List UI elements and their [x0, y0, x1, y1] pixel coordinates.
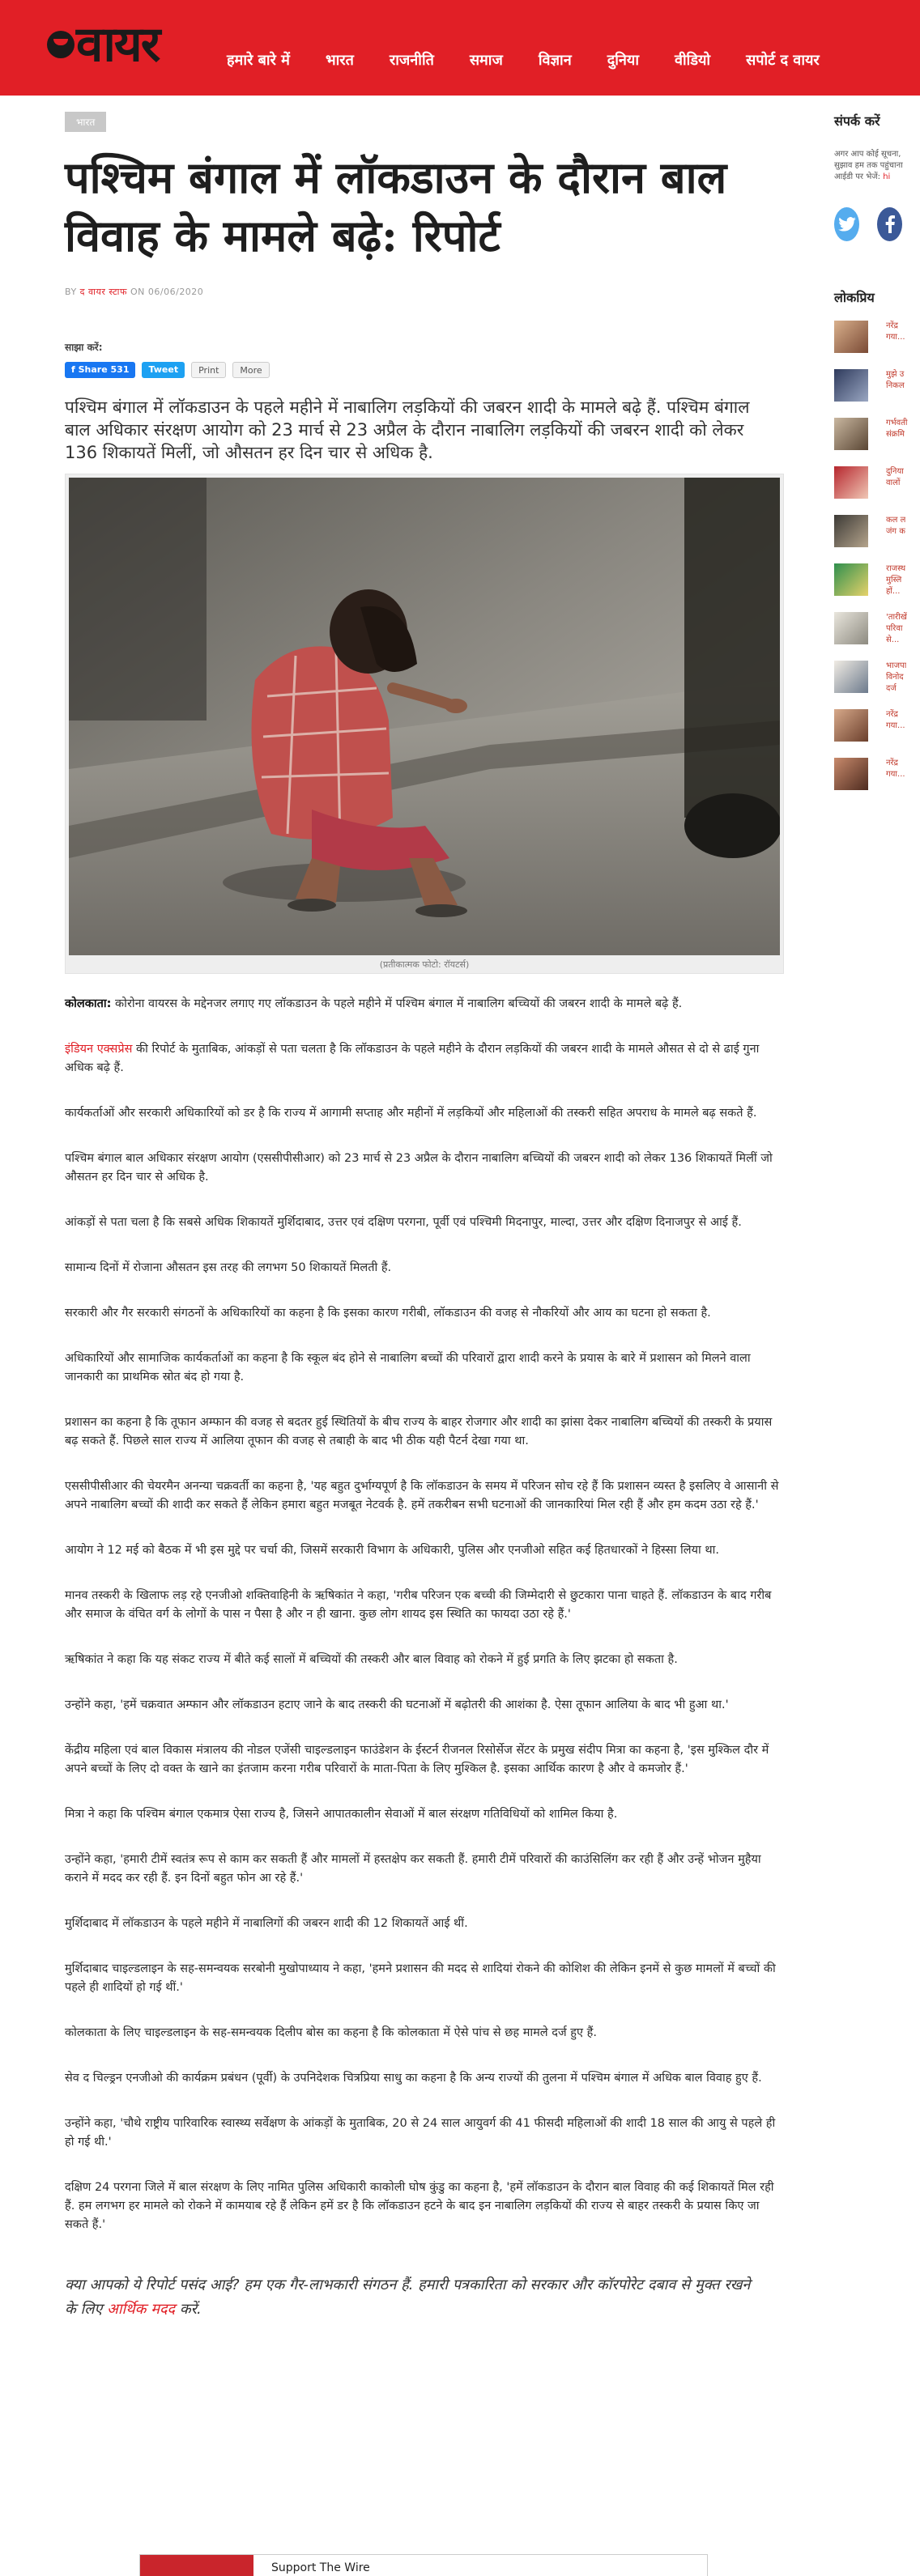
paragraph: सामान्य दिनों में रोजाना औसतन इस तरह की लगभग 50 शिकायतें मिलती हैं.	[65, 1261, 392, 1274]
nav-item-support[interactable]: सपोर्ट द वायर	[746, 52, 820, 69]
paragraph: अधिकारियों और सामाजिक कार्यकर्ताओं का कहना है कि स्कूल बंद होने से नाबालिग बच्चों की परिवारों द्वारा शादी करने के प्रयास के बारे में प्रशासन को मिलने वाला जानकारी का प्राथमिक स्रोत बंद हो गया है.	[65, 1352, 751, 1384]
twitter-share-button[interactable]: Tweet	[142, 362, 185, 378]
contact-line-text: आईडी पर भेजें:	[834, 172, 884, 181]
support-widget-label: Support The Wire	[271, 2561, 370, 2574]
article-headline: पश्चिम बंगाल में लॉकडाउन के दौरान बाल विवाह के मामले बढ़े: रिपोर्ट	[65, 151, 727, 261]
popular-thumbnail	[834, 321, 868, 353]
popular-title: दुनिया वालों	[886, 467, 904, 487]
article-body	[65, 995, 784, 2234]
paragraph: उन्होंने कहा, 'चौथे राष्ट्रीय पारिवारिक स्वास्थ्य सर्वेक्षण के आंकड़ों के मुताबिक, 20 से 24 साल आयुवर्ग की 41 फीसदी महिलाओं की शादी 18 साल की आयु से पहले ही हो गई थी.'	[65, 2117, 776, 2149]
popular-title: गर्भवती संक्रमि	[886, 419, 908, 439]
facebook-icon[interactable]	[877, 207, 902, 241]
popular-item[interactable]	[834, 563, 920, 597]
popular-thumbnail	[834, 709, 868, 742]
popular-thumbnail	[834, 563, 868, 596]
contact-text	[834, 149, 920, 183]
support-widget[interactable]	[139, 2554, 708, 2576]
support-appeal	[65, 2273, 761, 2322]
popular-item[interactable]	[834, 758, 920, 792]
popular-thumbnail	[834, 612, 868, 644]
logo-icon	[47, 31, 75, 58]
paragraph: एससीपीसीआर की चेयरमैन अनन्या चक्रवर्ती का कहना है, 'यह बहुत दुर्भाग्यपूर्ण है कि लॉकडाउन के समय में परिजन सोच रहे हैं कि प्रशासन व्यस्त है इसलिए वे आसानी से अपने नाबालिग बच्चों की शादी कर सकते हैं लेकिन हमारा बहुत मजबूत नेटवर्क है. हमें तकरीबन सभी घटनाओं की जानकारियां मिल रही हैं और हम कदम उठा रहे हैं.'	[65, 1480, 779, 1511]
popular-item[interactable]	[834, 369, 920, 403]
popular-title: 'तारीखें परिवा से...	[886, 613, 907, 644]
contact-line	[834, 172, 920, 183]
paragraph: आंकड़ों से पता चला है कि सबसे अधिक शिकायतें मुर्शिदाबाद, उत्तर एवं दक्षिण परगना, पूर्वी एवं पश्चिमी मिदनापुर, माल्दा, उत्तर और दक्षिण दिनाजपुर से आई हैं.	[65, 1216, 742, 1229]
contact-email-link[interactable]: hi	[883, 172, 891, 181]
nav-item-science[interactable]: विज्ञान	[538, 52, 572, 69]
facebook-share-button[interactable]: f Share 531	[65, 362, 135, 378]
nav-item-about[interactable]: हमारे बारे में	[227, 52, 290, 69]
popular-thumbnail	[834, 758, 868, 790]
popular-item[interactable]	[834, 661, 920, 695]
popular-section	[834, 288, 920, 792]
support-text: क्या आपको ये रिपोर्ट पसंद आई? हम एक गैर-लाभकारी संगठन हैं. हमारी पत्रकारिता को सरकार और कॉरपोरेट दबाव से मुक्त रखने के लिए	[65, 2276, 751, 2318]
paragraph: सरकारी और गैर सरकारी संगठनों के अधिकारियों का कहना है कि इसका कारण गरीबी, लॉकडाउन की वजह से नौकरियों और आय का घटना हो सकता है.	[65, 1307, 711, 1320]
popular-thumbnail	[834, 661, 868, 693]
print-button[interactable]: Print	[191, 362, 226, 378]
category-tag[interactable]: भारत	[65, 112, 106, 132]
paragraph: पश्चिम बंगाल बाल अधिकार संरक्षण आयोग (एससीपीसीआर) को 23 मार्च से 23 अप्रैल के दौरान नाबालिग बच्चियों की जबरन शादी को लेकर 136 शिकायतें मिलीं जो औसतन हर दिन चार से अधिक है.	[65, 1152, 773, 1184]
paragraph-text: कोरोना वायरस के मद्देनजर लगाए गए लॉकडाउन के पहले महीने में पश्चिम बंगाल में नाबालिग बच्चियों की जबरन शादी के मामले बढ़े हैं.	[115, 997, 683, 1010]
right-sidebar	[834, 112, 920, 792]
popular-thumbnail	[834, 418, 868, 450]
popular-title: भाजपा विनोद दर्ज	[886, 661, 907, 693]
site-logo[interactable]	[47, 18, 159, 71]
paragraph: मित्रा ने कहा कि पश्चिम बंगाल एकमात्र ऐसा राज्य है, जिसने आपातकालीन सेवाओं में बाल संरक्षण गतिविधियों को शामिल किया है.	[65, 1808, 618, 1821]
featured-image-container	[65, 474, 784, 974]
date-prefix: ON	[130, 287, 145, 297]
nav-item-video[interactable]: वीडियो	[675, 52, 711, 69]
photo-caption: (प्रतीकात्मक फोटो: रॉयटर्स)	[379, 959, 470, 970]
popular-thumbnail	[834, 466, 868, 499]
paragraph: ऋषिकांत ने कहा कि यह संकट राज्य में बीते कई सालों में बच्चियों की तस्करी और बाल विवाह को रोकने में हुई प्रगति के लिए झटका हो सकता है.	[65, 1653, 678, 1666]
contact-line: अगर आप कोई सूचना,	[834, 150, 901, 159]
paragraph-text: की रिपोर्ट के मुताबिक, आंकड़ों से पता चलता है कि लॉकडाउन के पहले महीने के दौरान लड़कियों की जबरन शादी के मामले औसत से दो से ढाई गुना अधिक बढ़े हैं.	[65, 1043, 760, 1074]
popular-thumbnail	[834, 369, 868, 402]
financial-support-link[interactable]: आर्थिक मदद	[107, 2301, 176, 2318]
dateline: कोलकाता:	[65, 997, 112, 1010]
nav-item-world[interactable]: दुनिया	[607, 52, 640, 69]
paragraph: कोलकाता के लिए चाइल्डलाइन के सह-समन्वयक दिलीप बोस का कहना है कि कोलकाता में ऐसे पांच से छह मामले दर्ज हुए हैं.	[65, 2026, 597, 2039]
more-share-button[interactable]: More	[232, 362, 269, 378]
source-link[interactable]: इंडियन एक्सप्रेस	[65, 1043, 133, 1056]
support-widget-banner	[140, 2555, 253, 2576]
paragraph: मुर्शिदाबाद चाइल्डलाइन के सह-समन्वयक सरबोनी मुखोपाध्याय ने कहा, 'हमने प्रशासन की मदद से शादियां रोकने की कोशिश की लेकिन इनमें से कुछ मामलों में बच्चों की पहले ही शादियों हो गई थीं.'	[65, 1962, 776, 1994]
popular-heading: लोकप्रिय	[834, 290, 875, 305]
paragraph: आयोग ने 12 मई को बैठक में भी इस मुद्दे पर चर्चा की, जिसमें सरकारी विभाग के अधिकारी, पुलिस और एनजीओ सहित कई हितधारकों ने हिस्सा लिया था.	[65, 1544, 720, 1557]
nav-item-india[interactable]: भारत	[325, 52, 354, 69]
support-text-end: करें.	[175, 2301, 202, 2318]
popular-item[interactable]	[834, 709, 920, 743]
popular-title: नरेंद्र गया...	[886, 321, 905, 342]
paragraph: प्रशासन का कहना है कि तूफान अम्फान की वजह से बदतर हुई स्थितियों के बीच राज्य के बाहर रोजगार और शादी का झांसा देकर नाबालिग बच्चियों की तस्करी के प्रयास बढ़ सकते हैं. पिछले साल राज्य में आलिया तूफान की वजह से तबाही के बाद भी ठीक यही पैटर्न देखा गया था.	[65, 1416, 773, 1447]
popular-item[interactable]	[834, 321, 920, 355]
nav-item-society[interactable]: समाज	[469, 52, 503, 69]
popular-item[interactable]	[834, 515, 920, 549]
author-link[interactable]: द वायर स्टाफ	[79, 287, 128, 297]
logo-text: वायर	[76, 16, 160, 73]
contact-heading: संपर्क करें	[834, 113, 880, 129]
social-links	[834, 207, 920, 241]
paragraph: केंद्रीय महिला एवं बाल विकास मंत्रालय की नोडल एजेंसी चाइल्डलाइन फाउंडेशन के ईस्टर्न रीजनल रिसोर्सेज सेंटर के प्रमुख संदीप मित्रा का कहना है, 'इस मुश्किल दौर में अपने बच्चों के लिए दो वक्त के खाने का इंतजाम करना गरीब परिवारों के माता-पिता के लिए मुश्किल है. इसका आर्थिक कारण है और वे कमजोर हैं.'	[65, 1744, 769, 1775]
article-lead: पश्चिम बंगाल में लॉकडाउन के पहले महीने में नाबालिग लड़कियों की जबरन शादी के मामले बढ़े हैं. पश्चिम बंगाल बाल अधिकार संरक्षण आयोग को 23 मार्च से 23 अप्रैल के दौरान नाबालिग लड़कियों की जबरन शादी को लेकर 136 शिकायतें मिलीं, जो औसतन हर दिन चार से अधिक है.	[65, 397, 750, 462]
popular-title: कल ल जंग क	[886, 516, 906, 536]
paragraph: मानव तस्करी के खिलाफ लड़ रहे एनजीओ शक्तिवाहिनी के ऋषिकांत ने कहा, 'गरीब परिजन एक बच्ची की जिम्मेदारी से छुटकारा पाना चाहते हैं. लॉकडाउन के बाद गरीब और समाज के वंचित वर्ग के लोगों के पास न पैसा है और न ही खाना. कुछ लोग शायद इस स्थिति का फायदा उठा रहे हैं.'	[65, 1589, 772, 1621]
paragraph: उन्होंने कहा, 'हमारी टीमें स्वतंत्र रूप से काम कर सकती हैं और मामलों में हस्तक्षेप कर सकती हैं. हमारी टीमें परिवारों की काउंसिलिंग कर रही हैं और उन्हें भोजन मुहैया कराने में मदद कर रही हैं. इन दिनों बहुत फोन आ रहे हैं.'	[65, 1853, 761, 1885]
popular-title: मुझे उ निकल	[886, 370, 905, 390]
popular-item[interactable]	[834, 466, 920, 500]
popular-item[interactable]	[834, 418, 920, 452]
contact-line: सुझाव हम तक पहुंचाना	[834, 161, 903, 170]
popular-thumbnail	[834, 515, 868, 547]
nav-item-politics[interactable]: राजनीति	[389, 52, 434, 69]
paragraph: कार्यकर्ताओं और सरकारी अधिकारियों को डर है कि राज्य में आगामी सप्ताह और महीनों में लड़कियों और महिलाओं की तस्करी सहित अपराध के मामले बढ़ सकते हैं.	[65, 1107, 757, 1120]
site-header	[0, 0, 920, 96]
twitter-icon[interactable]	[834, 207, 859, 241]
share-label: साझा करें:	[65, 342, 103, 353]
featured-image	[69, 478, 780, 955]
main-nav	[227, 50, 855, 70]
popular-title: राजस्थ मुस्लि हों...	[886, 564, 906, 596]
paragraph: दक्षिण 24 परगना जिले में बाल संरक्षण के लिए नामित पुलिस अधिकारी काकोली घोष कुंडु का कहना है, 'हमें लॉकडाउन के दौरान बाल विवाह की कई शिकायतें मिल रही हैं. हम लगभग हर मामले को रोकने में कामयाब रहे हैं लेकिन हमें डर है कि लॉकडाउन हटने के बाद इन नाबालिग लड़कियों की राज्य से बाहर तस्करी के प्रयास किए जा सकते हैं.'	[65, 2181, 774, 2231]
paragraph: मुर्शिदाबाद में लॉकडाउन के पहले महीने में नाबालिगों की जबरन शादी की 12 शिकायतें आई थीं.	[65, 1917, 468, 1930]
popular-title: नरेंद्र गया...	[886, 710, 905, 730]
share-buttons	[65, 362, 784, 378]
paragraph: सेव द चिल्ड्रन एनजीओ की कार्यक्रम प्रबंधन (पूर्वी) के उपनिदेशक चित्रप्रिया साधु का कहना है कि अन्य राज्यों की तुलना में पश्चिम बंगाल में अधिक बाल विवाह हुए हैं.	[65, 2072, 762, 2085]
publish-date: 06/06/2020	[147, 287, 204, 297]
paragraph: उन्होंने कहा, 'हमें चक्रवात अम्फान और लॉकडाउन हटाए जाने के बाद तस्करी की घटनाओं में बढ़ोतरी की आशंका है. ऐसा तूफान आलिया के बाद भी हुआ था.'	[65, 1698, 729, 1711]
popular-item[interactable]	[834, 612, 920, 646]
popular-title: नरेंद्र गया...	[886, 759, 905, 779]
byline-prefix: BY	[65, 287, 77, 297]
paragraph	[65, 995, 784, 1014]
article	[65, 112, 784, 2322]
byline	[65, 286, 784, 298]
paragraph	[65, 1040, 784, 1078]
